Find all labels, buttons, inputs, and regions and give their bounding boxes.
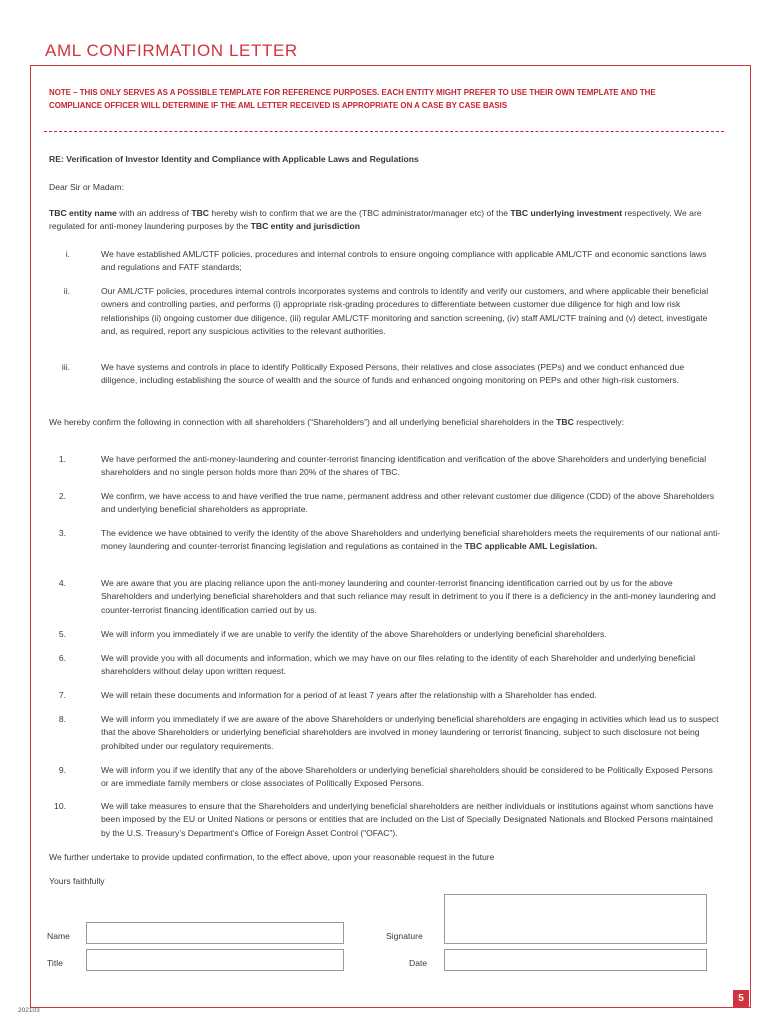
aml-legislation-placeholder: TBC applicable AML Legislation. (464, 541, 598, 552)
confirm-paragraph: We hereby confirm the following in connection with all shareholders (“Shareholders”) and all underlying beneficial shareholders in the TBC respectively: (49, 417, 624, 427)
document-code: 202103 (18, 1007, 40, 1014)
re-line: RE: Verification of Investor Identity and Compliance with Applicable Laws and Regulations (49, 154, 419, 164)
intro-paragraph: TBC entity name with an address of TBC hereby wish to confirm that we are the (TBC administrator/manager etc) of the TBC underlying investment respectively. We are regulated for anti-money laundering purposes by the TBC entity and jurisdiction (49, 208, 702, 232)
confirm-tbc-placeholder: TBC (556, 417, 574, 427)
underlying-investment-placeholder: TBC underlying investment (510, 208, 623, 218)
name-label: Name (47, 931, 70, 941)
page-number: 5 (733, 990, 749, 1008)
address-placeholder: TBC (191, 208, 210, 218)
jurisdiction-placeholder: TBC entity and jurisdiction (250, 221, 360, 232)
closing: Yours faithfully (49, 876, 105, 886)
undertake-paragraph: We further undertake to provide updated confirmation, to the effect above, upon your reasonable request in the future (49, 852, 495, 862)
signature-label: Signature (386, 931, 423, 941)
title-label: Title (47, 958, 63, 968)
entity-name-placeholder: TBC entity name (49, 208, 117, 218)
title-field[interactable] (86, 949, 344, 971)
name-field[interactable] (86, 922, 344, 944)
dashed-divider (44, 131, 724, 132)
date-label: Date (409, 958, 428, 968)
template-note: NOTE – THIS ONLY SERVES AS A POSSIBLE TEMPLATE FOR REFERENCE PURPOSES. EACH ENTITY MIGHT PREFER TO USE THEIR OWN TEMPLATE AND THE COMPLIANCE OFFICER WILL DETERMINE IF THE AML LETTER RECEIVED IS APPROPRIATE ON A CASE BY CASE BASIS (49, 88, 656, 111)
signature-field[interactable] (444, 894, 707, 944)
page-title: AML CONFIRMATION LETTER (45, 41, 298, 60)
salutation: Dear Sir or Madam: (49, 182, 124, 192)
date-field[interactable] (444, 949, 707, 971)
